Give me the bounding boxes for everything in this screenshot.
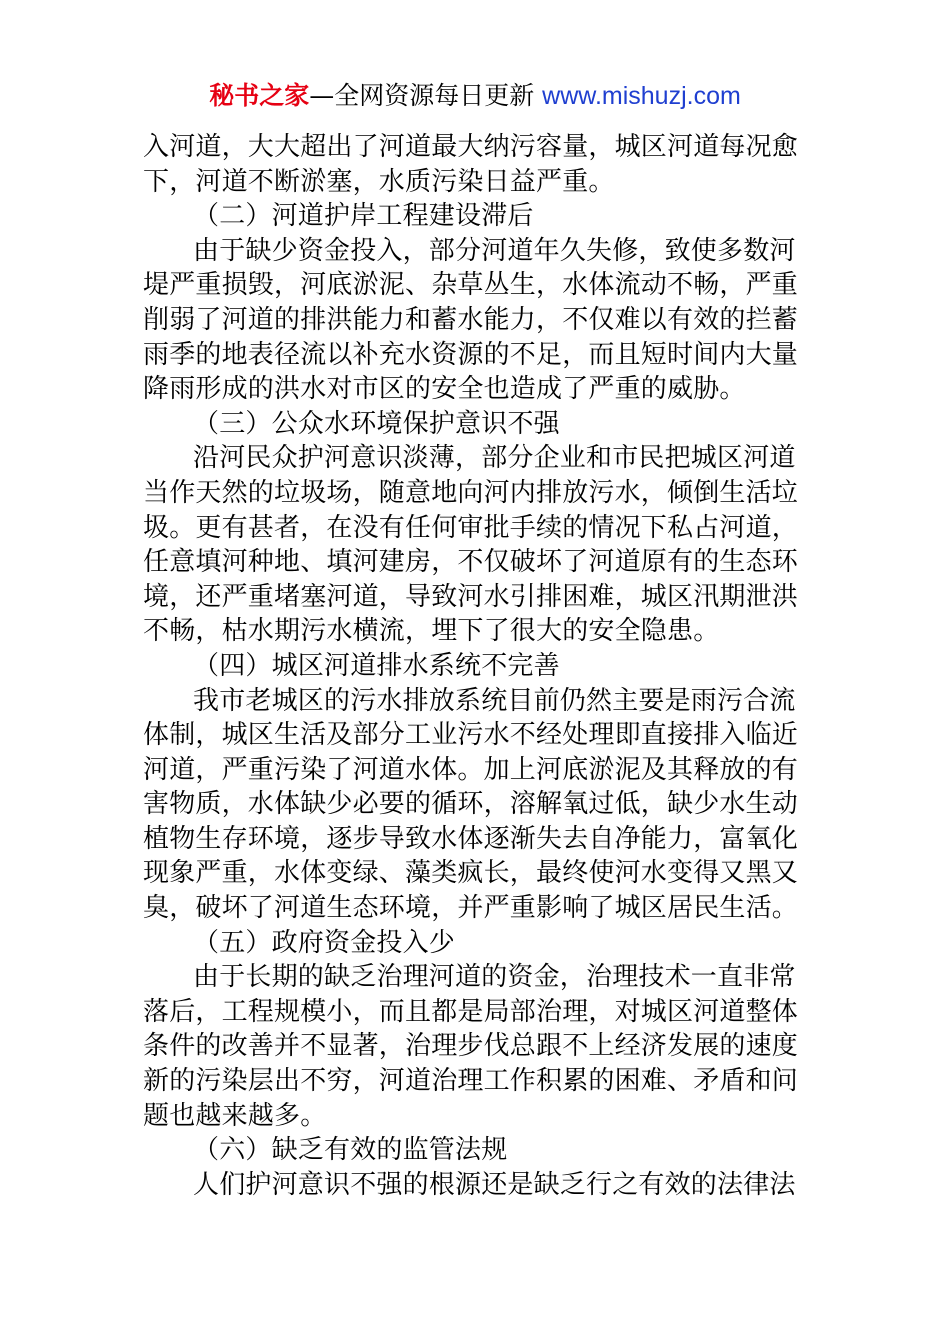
paragraph-line: 不畅，枯水期污水横流，埋下了很大的安全隐患。 bbox=[143, 616, 720, 647]
paragraph-line-indented: 由于长期的缺乏治理河道的资金，治理技术一直非常 bbox=[193, 962, 796, 993]
paragraph-line: 任意填河种地、填河建房，不仅破坏了河道原有的生态环 bbox=[143, 547, 799, 578]
paragraph-line-indented: （三）公众水环境保护意识不强 bbox=[193, 408, 560, 439]
paragraph-line: 题也越来越多。 bbox=[143, 1100, 327, 1131]
paragraph-line: 当作天然的垃圾场，随意地向河内排放污水，倾倒生活垃 bbox=[143, 477, 799, 508]
paragraph-line: 削弱了河道的排洪能力和蓄水能力，不仅难以有效的拦蓄 bbox=[143, 304, 799, 335]
paragraph-line: 圾。更有甚者，在没有任何审批手续的情况下私占河道， bbox=[143, 512, 799, 543]
paragraph-line: 害物质，水体缺少必要的循环，溶解氧过低，缺少水生动 bbox=[143, 789, 799, 820]
paragraph-line-indented: （六）缺乏有效的监管法规 bbox=[193, 1135, 508, 1166]
paragraph-line: 植物生存环境，逐步导致水体逐渐失去自净能力，富氧化 bbox=[143, 823, 799, 854]
paragraph-line: 河道，严重污染了河道水体。加上河底淤泥及其释放的有 bbox=[143, 754, 799, 785]
paragraph-line: 条件的改善并不显著，治理步伐总跟不上经济发展的速度 bbox=[143, 1031, 799, 1062]
paragraph-line: 降雨形成的洪水对市区的安全也造成了严重的威胁。 bbox=[143, 374, 746, 405]
header-tagline: 全网资源每日更新 bbox=[334, 81, 543, 110]
paragraph-line: 臭，破坏了河道生态环境，并严重影响了城区居民生活。 bbox=[143, 893, 799, 924]
paragraph-line: 现象严重，水体变绿、藻类疯长，最终使河水变得又黑又 bbox=[143, 858, 799, 889]
paragraph-line: 新的污染层出不穷，河道治理工作积累的困难、矛盾和问 bbox=[143, 1066, 799, 1097]
paragraph-line: 下，河道不断淤塞，水质污染日益严重。 bbox=[143, 166, 615, 197]
paragraph-line-indented: （五）政府资金投入少 bbox=[193, 927, 456, 958]
paragraph-line-indented: 由于缺少资金投入，部分河道年久失修，致使多数河 bbox=[193, 235, 796, 266]
paragraph-line-indented: 我市老城区的污水排放系统目前仍然主要是雨污合流 bbox=[193, 685, 796, 716]
paragraph-line: 体制，城区生活及部分工业污水不经处理即直接排入临近 bbox=[143, 720, 799, 751]
header-dash: — bbox=[309, 81, 335, 110]
paragraph-line: 雨季的地表径流以补充水资源的不足，而且短时间内大量 bbox=[143, 339, 799, 370]
paragraph-line-indented: 沿河民众护河意识淡薄，部分企业和市民把城区河道 bbox=[193, 443, 796, 474]
document-body bbox=[143, 130, 813, 1202]
paragraph-line-indented: 人们护河意识不强的根源还是缺乏行之有效的法律法 bbox=[193, 1169, 796, 1200]
paragraph-line: 境，还严重堵塞河道，导致河水引排困难，城区汛期泄洪 bbox=[143, 581, 799, 612]
paragraph-line-indented: （二）河道护岸工程建设滞后 bbox=[193, 201, 534, 232]
paragraph-line-indented: （四）城区河道排水系统不完善 bbox=[193, 650, 560, 681]
paragraph-line: 堤严重损毁，河底淤泥、杂草丛生，水体流动不畅，严重 bbox=[143, 270, 799, 301]
site-brand: 秘书之家 bbox=[209, 81, 310, 110]
paragraph-line: 入河道，大大超出了河道最大纳污容量，城区河道每况愈 bbox=[143, 132, 799, 162]
paragraph-line: 落后，工程规模小，而且都是局部治理，对城区河道整体 bbox=[143, 996, 799, 1027]
site-url-link[interactable]: www.mishuzj.com bbox=[542, 82, 741, 110]
site-header bbox=[0, 78, 950, 114]
